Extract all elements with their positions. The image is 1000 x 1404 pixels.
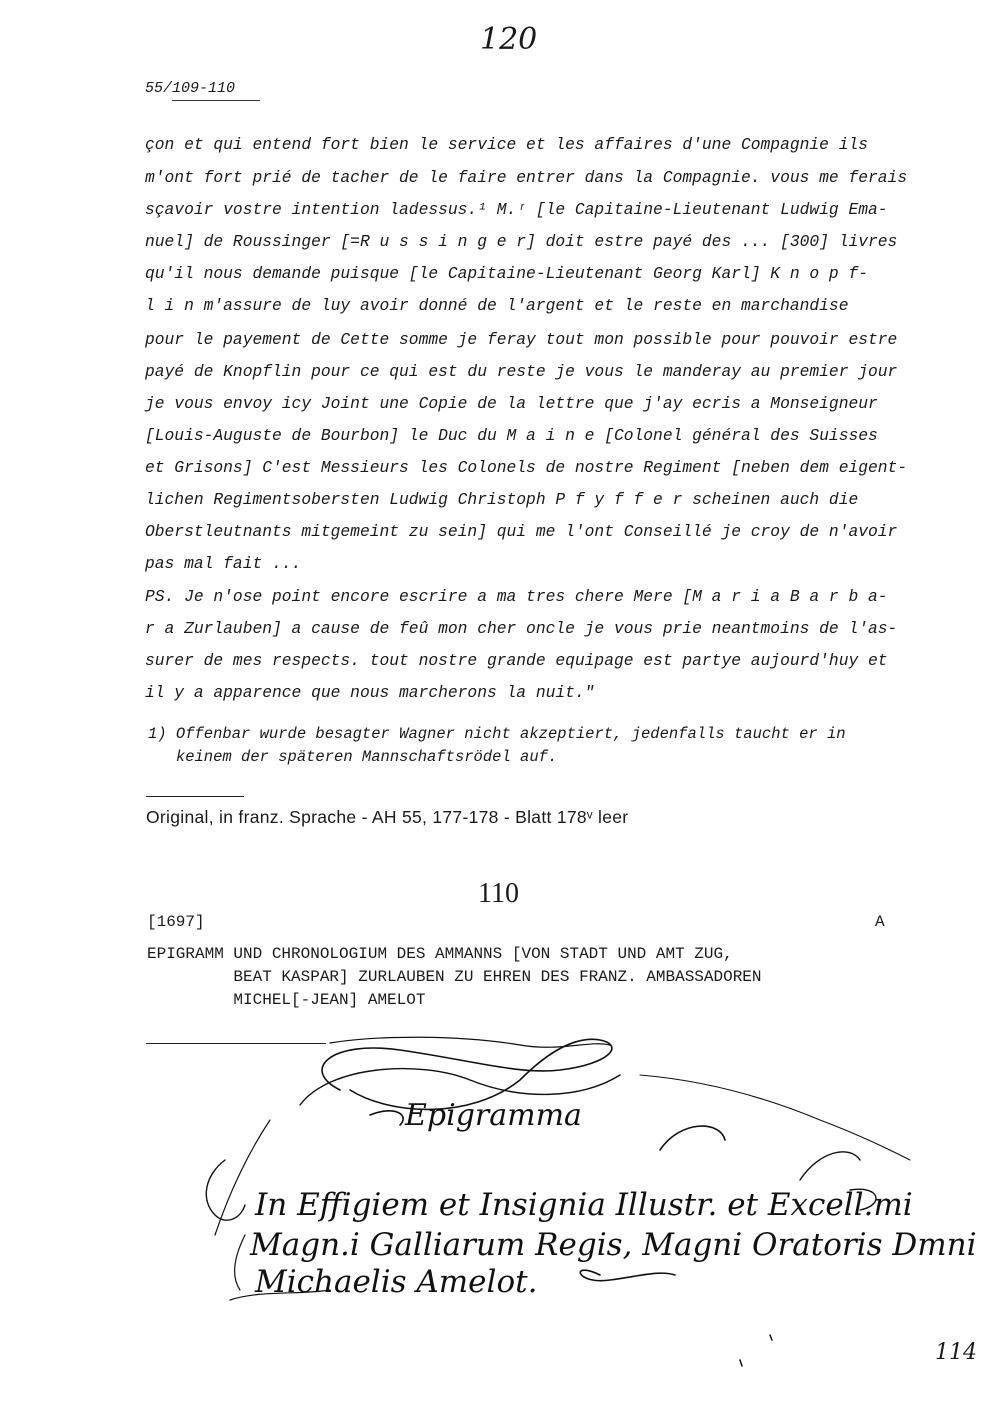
letter-line: r a Zurlauben] a cause de feû mon cher oncle je vous prie neantmoins de l'as- bbox=[145, 619, 898, 638]
letter-line: [Louis-Auguste de Bourbon] le Duc du M a i n e [Colonel général des Suisses bbox=[145, 426, 878, 445]
letter-line: Oberstleutnants mitgemeint zu sein] qui me l'ont Conseillé je croy de n'avoir bbox=[145, 522, 898, 541]
letter-line: et Grisons] C'est Messieurs les Colonels de nostre Regiment [neben dem eigent- bbox=[145, 458, 908, 477]
letter-line: l i n m'assure de luy avoir donné de l'argent et le reste en marchandise bbox=[145, 296, 849, 315]
letter-line: surer de mes respects. tout nostre grande equipage est partye aujourd'huy et bbox=[145, 651, 888, 670]
letter-line: sçavoir vostre intention ladessus.¹ M.ʳ [le Capitaine-Lieutenant Ludwig Ema- bbox=[145, 200, 888, 219]
letter-line: pas mal fait ... bbox=[145, 554, 302, 573]
footnote-line: keinem der späteren Mannschaftsrödel auf. bbox=[148, 748, 558, 766]
epigram-heading: Epigramma bbox=[405, 1098, 582, 1133]
letter-line: pour le payement de Cette somme je feray tout mon possible pour pouvoir estre bbox=[145, 330, 898, 349]
letter-line: payé de Knopflin pour ce qui est du reste je vous le manderay au premier jour bbox=[145, 362, 898, 381]
source-note: Original, in franz. Sprache - AH 55, 177-178 - Blatt 178ᵛ leer bbox=[146, 807, 629, 827]
handwritten-page-number: 120 bbox=[480, 22, 538, 57]
letter-line: m'ont fort prié de tacher de le faire entrer dans la Compagnie. vous me ferais bbox=[145, 168, 908, 187]
archive-reference: 55/109-110 bbox=[145, 80, 236, 97]
epigram-line: In Effigiem et Insignia Illustr. et Excell.mi bbox=[255, 1187, 913, 1223]
letter-line: qu'il nous demande puisque [le Capitaine-Lieutenant Georg Karl] K n o p f- bbox=[145, 264, 869, 283]
document-date: [1697] bbox=[147, 913, 205, 931]
epigram-line: Magn.i Galliarum Regis, Magni Oratoris Dmni bbox=[250, 1227, 977, 1263]
epigram-line: Michaelis Amelot. bbox=[255, 1264, 538, 1300]
letter-line: nuel] de Roussinger [=R u s s i n g e r] doit estre payé des ... [300] livres bbox=[145, 232, 898, 251]
document-number: 110 bbox=[478, 878, 519, 909]
document-title-line: EPIGRAMM UND CHRONOLOGIUM DES AMMANNS [VON STADT UND AMT ZUG, bbox=[147, 945, 733, 963]
document-title-line: MICHEL[-JEAN] AMELOT bbox=[147, 991, 426, 1009]
letter-line: PS. Je n'ose point encore escrire a ma tres chere Mere [M a r i a B a r b a- bbox=[145, 587, 888, 606]
document-title-line: BEAT KASPAR] ZURLAUBEN ZU EHREN DES FRANZ. AMBASSADOREN bbox=[147, 968, 762, 986]
handwritten-folio-number: 114 bbox=[935, 1340, 977, 1365]
letter-line: je vous envoy icy Joint une Copie de la lettre que j'ay ecris a Monseigneur bbox=[145, 394, 878, 413]
letter-line: il y a apparence que nous marcherons la nuit." bbox=[145, 683, 595, 702]
document-grade: A bbox=[875, 913, 885, 931]
letter-line: çon et qui entend fort bien le service et les affaires d'une Compagnie ils bbox=[145, 135, 869, 154]
letter-line: lichen Regimentsobersten Ludwig Christoph P f y f f e r scheinen auch die bbox=[145, 490, 859, 509]
footnote-line: 1) Offenbar wurde besagter Wagner nicht akzeptiert, jedenfalls taucht er in bbox=[148, 725, 846, 743]
